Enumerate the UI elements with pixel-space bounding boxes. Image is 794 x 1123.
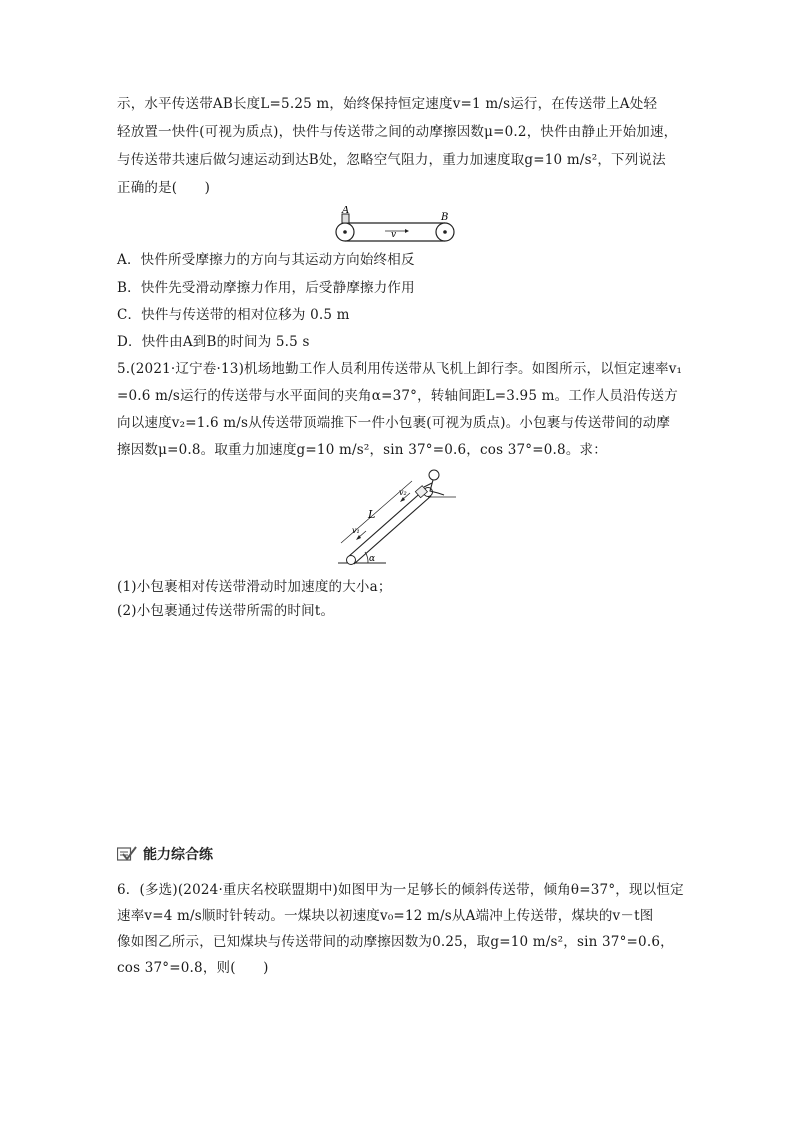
q5-line-2: =0.6 m/s运行的传送带与水平面间的夹角α=37°，转轴间距L=3.95 m。工作人员沿传送方 — [117, 388, 678, 404]
label-b: B — [441, 212, 449, 223]
q4-option-d: D．快件由A到B的时间为 5.5 s — [117, 334, 310, 350]
q6-line-4: cos 37°=0.8，则( ) — [117, 960, 269, 976]
bottom-pulley — [347, 556, 356, 565]
q4-line-3: 与传送带共速后做匀速运动到达B处，忽略空气阻力，重力加速度取g=10 m/s²，下列说法 — [117, 152, 666, 168]
label-a: A — [342, 206, 350, 216]
q5-sub-1: (1)小包裹相对传送带滑动时加速度的大小a； — [117, 579, 392, 595]
horizontal-conveyor-figure — [333, 206, 459, 244]
section-header — [117, 844, 213, 864]
checklist-icon — [117, 846, 137, 862]
label-alpha: α — [369, 554, 376, 564]
label-v1: v₁ — [352, 526, 360, 535]
q4-line-2: 轻放置一快件(可视为质点)，快件与传送带之间的动摩擦因数μ=0.2，快件由静止开始加速， — [117, 124, 678, 140]
belt-upper — [348, 489, 425, 557]
worker-head — [429, 470, 439, 480]
belt-lower — [354, 496, 431, 564]
q5-line-4: 擦因数μ=0.8。取重力加速度g=10 m/s²，sin 37°=0.6，cos 37°=0.8。求： — [117, 442, 607, 458]
q6-line-3: 像如图乙所示，已知煤块与传送带间的动摩擦因数为0.25，取g=10 m/s²，sin 37°=0.6， — [117, 934, 674, 950]
section-title: 能力综合练 — [143, 847, 213, 863]
q5-sub-2: (2)小包裹通过传送带所需的时间t。 — [117, 603, 335, 619]
q5-line-1: 5.(2021·辽宁卷·13)机场地勤工作人员利用传送带从飞机上卸行李。如图所示，以恒定速率v₁ — [117, 361, 683, 377]
q4-option-c: C．快件与传送带的相对位移为 0.5 m — [117, 307, 350, 323]
label-v: v — [391, 230, 397, 240]
q5-line-3: 向以速度v₂=1.6 m/s从传送带顶端推下一件小包裹(可视为质点)。小包裹与传送带间的动摩 — [117, 415, 671, 431]
q6-line-2: 速率v=4 m/s顺时针转动。一煤块以初速度v₀=12 m/s从A端冲上传送带，煤块的v－t图 — [117, 908, 654, 924]
q4-option-a: A．快件所受摩擦力的方向与其运动方向始终相反 — [117, 252, 415, 268]
label-v2: v₂ — [399, 488, 407, 497]
q4-line-4: 正确的是( ) — [117, 180, 211, 196]
label-l: L — [368, 508, 376, 521]
q4-option-b: B．快件先受滑动摩擦力作用，后受静摩擦力作用 — [117, 280, 415, 296]
q6-line-1: 6．(多选)(2024·重庆名校联盟期中)如图甲为一足够长的倾斜传送带，倾角θ=37°，现以恒定 — [117, 882, 684, 898]
q4-line-1: 示，水平传送带AB长度L=5.25 m，始终保持恒定速度v=1 m/s运行，在传送带上A处轻 — [117, 96, 658, 112]
inclined-conveyor-figure — [338, 463, 458, 567]
